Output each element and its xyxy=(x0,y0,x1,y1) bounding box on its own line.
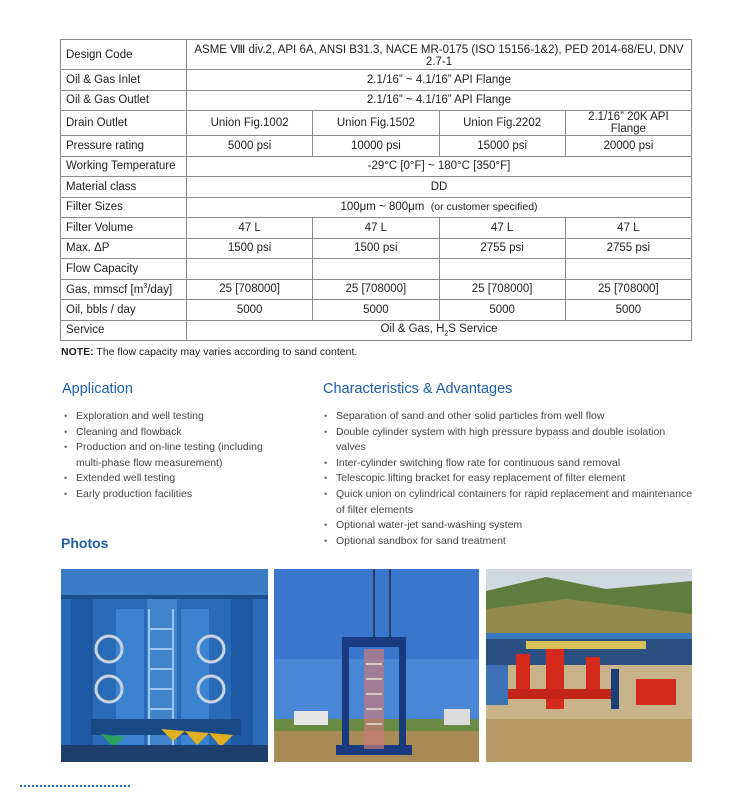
application-item: • Cleaning and flowback xyxy=(64,425,289,441)
application-item: • Production and on-line testing (including multi-phase flow measurement) xyxy=(64,440,289,471)
spec-value: 5000 xyxy=(187,300,313,321)
spec-table xyxy=(60,39,692,341)
spec-value: 25 [708000] xyxy=(565,279,691,300)
spec-value: Union Fig.2202 xyxy=(439,111,565,136)
spec-value: 47 L xyxy=(439,218,565,239)
spec-value: 1500 psi xyxy=(313,238,439,259)
photo-skid-valves xyxy=(61,569,268,762)
characteristics-list xyxy=(324,409,694,549)
spec-label: Material class xyxy=(61,177,187,198)
spec-label: Drain Outlet xyxy=(61,111,187,136)
spec-value: 47 L xyxy=(565,218,691,239)
spec-value: 5000 xyxy=(439,300,565,321)
spec-value: 2.1/16” ~ 4.1/16” API Flange xyxy=(187,90,692,111)
spec-value: 25 [708000] xyxy=(187,279,313,300)
application-item: • Extended well testing xyxy=(64,471,289,487)
spec-label: Filter Sizes xyxy=(61,197,187,218)
spec-value: 1500 psi xyxy=(187,238,313,259)
spec-value: Union Fig.1002 xyxy=(187,111,313,136)
spec-value: 5000 xyxy=(313,300,439,321)
characteristics-item: • Double cylinder system with high pressure bypass and double isolation valves xyxy=(324,425,694,456)
application-heading: Application xyxy=(62,381,133,397)
spec-label: Oil, bbls / day xyxy=(61,300,187,321)
spec-label: Flow Capacity xyxy=(61,259,187,280)
table-note: NOTE: The flow capacity may varies according to sand content. xyxy=(61,346,358,358)
spec-label: Design Code xyxy=(61,40,187,70)
spec-label: Filter Volume xyxy=(61,218,187,239)
spec-value: 5000 xyxy=(565,300,691,321)
spec-value: 25 [708000] xyxy=(313,279,439,300)
spec-value: 2.1/16” ~ 4.1/16” API Flange xyxy=(187,70,692,91)
spec-label: Max. ΔP xyxy=(61,238,187,259)
characteristics-item: • Telescopic lifting bracket for easy replacement of filter element xyxy=(324,471,694,487)
photo-field-site xyxy=(486,569,692,762)
characteristics-item: • Separation of sand and other solid particles from well flow xyxy=(324,409,694,425)
application-item: • Exploration and well testing xyxy=(64,409,289,425)
spec-label: Oil & Gas Outlet xyxy=(61,90,187,111)
application-item: • Early production facilities xyxy=(64,487,289,503)
spec-value: 2755 psi xyxy=(565,238,691,259)
spec-value: 25 [708000] xyxy=(439,279,565,300)
spec-label: Service xyxy=(61,320,187,341)
spec-value: 15000 psi xyxy=(439,136,565,157)
spec-value: 2755 psi xyxy=(439,238,565,259)
footer-dots xyxy=(20,785,130,787)
photos-heading: Photos xyxy=(61,535,109,551)
characteristics-heading: Characteristics & Advantages xyxy=(323,381,513,397)
characteristics-item: • Quick union on cylindrical containers for rapid replacement and maintenance of filter elements xyxy=(324,487,694,518)
spec-value: 47 L xyxy=(187,218,313,239)
application-list xyxy=(64,409,289,503)
characteristics-item: • Inter-cylinder switching flow rate for continuous sand removal xyxy=(324,456,694,472)
spec-value: Oil & Gas, $H_2S$ Service xyxy=(187,320,692,341)
spec-value: 5000 psi xyxy=(187,136,313,157)
spec-value: DD xyxy=(187,177,692,198)
spec-label: Pressure rating xyxy=(61,136,187,157)
characteristics-item: • Optional sandbox for sand treatment xyxy=(324,534,694,550)
spec-value: ASME Ⅷ div.2, API 6A, ANSI B31.3, NACE MR-0175 (ISO 15156-1&2), PED 2014-68/EU, DNV 2.7-1 xyxy=(187,40,692,70)
characteristics-item: • Optional water-jet sand-washing system xyxy=(324,518,694,534)
filter-size-note: (or customer specified) xyxy=(430,201,538,214)
spec-value: 20000 psi xyxy=(565,136,691,157)
spec-label: Gas, mmscf $[m^3/day]$ xyxy=(61,279,187,300)
photo-frame-sky xyxy=(274,569,479,762)
spec-value: Union Fig.1502 xyxy=(313,111,439,136)
spec-value: 47 L xyxy=(313,218,439,239)
spec-label: Oil & Gas Inlet xyxy=(61,70,187,91)
filter-size-range: 100μm ~ 800μm xyxy=(340,201,425,214)
spec-value: 2.1/16” 20K API Flange xyxy=(565,111,691,136)
spec-value xyxy=(187,197,692,218)
spec-value: -29°C [0°F] ~ 180°C [350°F] xyxy=(187,156,692,177)
spec-label: Working Temperature xyxy=(61,156,187,177)
spec-value: 10000 psi xyxy=(313,136,439,157)
